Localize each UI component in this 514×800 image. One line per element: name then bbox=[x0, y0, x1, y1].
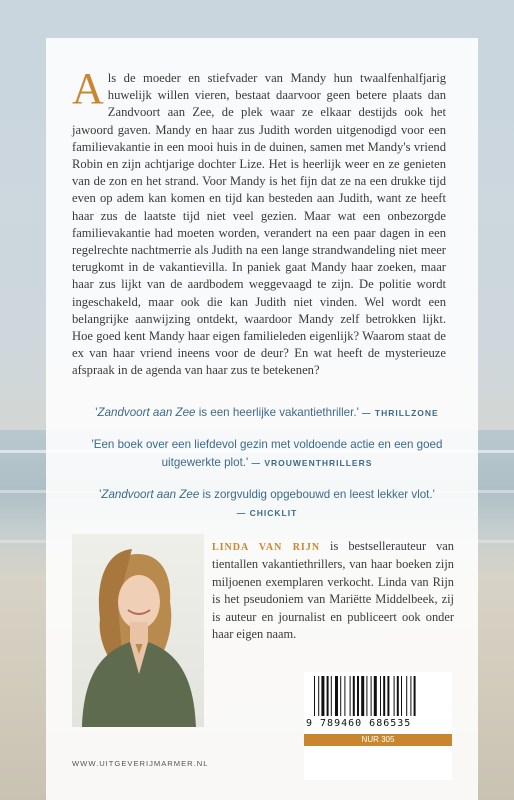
blurb-text: ls de moeder en stiefvader van Mandy hun twaalfenhalfjarig huwelijk willen vieren, bestaat daarvoor geen betere plaats dan Zandvoort aan Zee, de plek waar ze elkaar destijds ook het jawoord gaven. Mandy en haar zus Judith worden uitgenodigd voor een familievakantie in een mooi huis in de duinen, samen met Mandy's vriend Robin en zijn achtjarige dochter Lize. Het is heerlijk weer en ze genieten van de zon en het strand. Voor Mandy is het fijn dat ze na een drukke tijd even op adem kan komen en tijd kan besteden aan Judith, want ze heeft haar zus de laatste tijd niet veel gezien. Maar wat een onbezorgde familievakantie had moeten worden, verandert na een paar dagen in een regelrechte nachtmerrie als Judith na een lange strandwandeling niet meer terugkomt in de vakantievilla. In paniek gaat Mandy haar zoeken, maar haar zus lijkt van de aardbodem weggevaagd te zijn. De politie wordt ingeschakeld, maar ook die kan Judith niet vinden. Wel wordt een belangrijke aanwijzing ontdekt, waardoor Mandy zelf betrokken lijkt. Hoe goed kent Mandy haar eigen familieleden eigenlijk? Waarom staat de ex van haar vriend ineens voor de deur? En wat heeft de mysterieuze afspraak in de agenda van haar zus te betekenen? bbox=[72, 71, 446, 378]
isbn-number: 9 789460 686535 bbox=[306, 718, 412, 729]
barcode-bar bbox=[380, 676, 381, 716]
barcode-bar bbox=[350, 676, 351, 716]
quote-source: — VROUWENTHRILLERS bbox=[251, 458, 373, 468]
quote-text: 'Een boek over een liefdevol gezin met voldoende actie en een goed uitgewerkte plot.' bbox=[91, 438, 443, 469]
quote-title: Zandvoort aan Zee bbox=[97, 406, 196, 419]
barcode-bar bbox=[335, 676, 338, 716]
quote-text: is zorgvuldig opgebouwd en leest lekker vlot.' bbox=[199, 488, 435, 501]
quote-mark: ' bbox=[99, 488, 102, 501]
barcode-bar bbox=[410, 676, 411, 716]
author-bio-text: is bestsellerauteur van tientallen vakantiethrillers, van haar boeken zijn miljoenen exemplaren verkocht. Linda van Rijn is het pseudoniem van Mariëtte Middelbeek, zij is auteur en journalist en publiceert ook onder haar eigen naam. bbox=[212, 539, 454, 642]
barcode-bar bbox=[357, 676, 359, 716]
barcode-bar bbox=[344, 676, 345, 716]
review-quote-3 bbox=[80, 486, 454, 522]
quote-source: — CHICKLIT bbox=[236, 508, 298, 518]
barcode-bar bbox=[321, 676, 324, 716]
barcode-bar bbox=[397, 676, 399, 716]
barcode-bar bbox=[387, 676, 389, 716]
author-name: LINDA VAN RIJN bbox=[212, 542, 321, 553]
quote-mark: ' bbox=[95, 406, 98, 419]
drop-cap: A bbox=[72, 64, 104, 113]
barcode-bar bbox=[331, 676, 332, 716]
quote-title: Zandvoort aan Zee bbox=[101, 488, 200, 501]
barcode-bar bbox=[406, 676, 407, 716]
quote-source: — THRILLZONE bbox=[362, 408, 439, 418]
barcode-bar bbox=[383, 676, 385, 716]
barcode-bar bbox=[401, 676, 402, 716]
barcode-bar bbox=[414, 676, 416, 716]
barcode-bar bbox=[366, 676, 367, 716]
review-quote-1 bbox=[80, 404, 454, 422]
author-photo bbox=[72, 534, 204, 727]
barcode-bar bbox=[327, 676, 329, 716]
back-cover-blurb bbox=[72, 64, 446, 380]
review-quote-2 bbox=[80, 436, 454, 472]
barcode-bar bbox=[314, 676, 315, 716]
quote-text: is een heerlijke vakantiethriller.' bbox=[195, 406, 363, 419]
barcode-bar bbox=[374, 676, 377, 716]
barcode-bar bbox=[361, 676, 364, 716]
barcode-bars bbox=[304, 672, 452, 720]
nur-code: NUR 305 bbox=[304, 734, 452, 746]
barcode-bar bbox=[340, 676, 341, 716]
publisher-url: WWW.UITGEVERIJMARMER.NL bbox=[72, 759, 209, 768]
barcode-bar bbox=[353, 676, 355, 716]
barcode-bar bbox=[318, 676, 319, 716]
author-bio bbox=[212, 538, 454, 643]
barcode-bar bbox=[394, 676, 395, 716]
author-portrait-illustration bbox=[72, 534, 204, 727]
barcode bbox=[304, 672, 452, 780]
barcode-bar bbox=[371, 676, 372, 716]
